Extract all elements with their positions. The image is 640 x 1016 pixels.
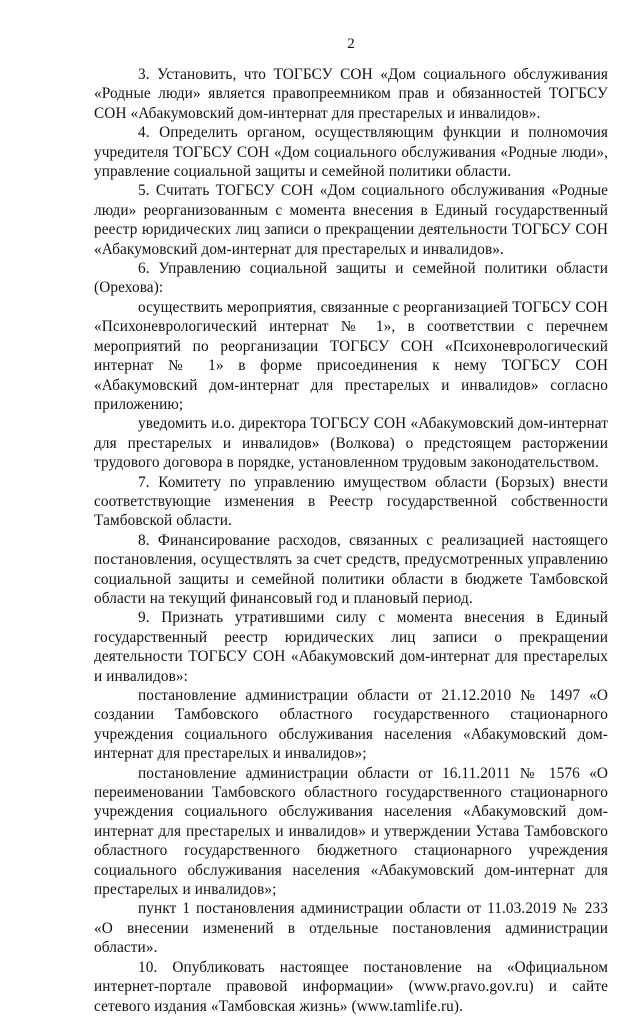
paragraph-5: 5. Считать ТОГБСУ СОН «Дом социального обслуживания «Родные люди» реорганизованным с момента внесения в Единый государственный реестр юридических лиц записи о прекращении деятельности ТОГБСУ СОН «Абакумовский дом-интернат для престарелых и инвалидов».	[94, 182, 608, 258]
paragraph-6-item-2: уведомить и.о. директора ТОГБСУ СОН «Абакумовский дом-интернат для престарелых и инвалидов» (Волкова) о предстоящем расторжении трудового договора в порядке, установленном трудовым законодательством.	[94, 415, 608, 472]
paragraph-9-item-2: постановление администрации области от 16.11.2011 № 1576 «О переименовании Тамбовского областного государственного стационарного учреждения социального обслуживания населения «Абакумовский дом-интернат для престарелых и инвалидов» и утверждении Устава Тамбовского областного государственного бюджетного стационарного учреждения социального обслуживания населения «Абакумовский дом-интернат для престарелых и инвалидов»;	[94, 764, 608, 899]
paragraph-10: 10. Опубликовать настоящее постановление на «Официальном интернет-портале правовой информации» (www.pravo.gov.ru) и сайте сетевого издания «Тамбовская жизнь» (www.tamlife.ru).	[94, 958, 608, 1015]
paragraph-9: 9. Признать утратившими силу с момента внесения в Единый государственный реестр юридических лиц записи о прекращении деятельности ТОГБСУ СОН «Абакумовский дом-интернат для престарелых и инвалидов»:	[94, 609, 608, 685]
paragraph-7: 7. Комитету по управлению имуществом области (Борзых) внести соответствующие изменения в Реестр государственной собственности Тамбовской области.	[94, 473, 608, 530]
paragraph-3: 3. Установить, что ТОГБСУ СОН «Дом социального обслуживания «Родные люди» является правопреемником прав и обязанностей ТОГБСУ СОН «Абакумовский дом-интернат для престарелых и инвалидов».	[94, 66, 608, 122]
paragraph-6: 6. Управлению социальной защиты и семейной политики области (Орехова):	[94, 260, 608, 297]
paragraph-6-item-1: осуществить мероприятия, связанные с реорганизацией ТОГБСУ СОН «Психоневрологический интернат № 1», в соответствии с перечнем мероприятий по реорганизации ТОГБСУ СОН «Психоневрологический интернат № 1» в форме присоединения к нему ТОГБСУ СОН «Абакумовский дом-интернат для престарелых и инвалидов» согласно приложению;	[94, 298, 608, 413]
paragraph-9-item-1: постановление администрации области от 21.12.2010 № 1497 «О создании Тамбовского областного государственного стационарного учреждения социального обслуживания населения «Абакумовский дом-интернат для престарелых и инвалидов»;	[94, 687, 608, 763]
paragraph-4: 4. Определить органом, осуществляющим функции и полномочия учредителя ТОГБСУ СОН «Дом социального обслуживания «Родные люди», управление социальной защиты и семейной политики области.	[94, 124, 608, 181]
page-number: 2	[347, 36, 355, 52]
paragraph-8: 8. Финансирование расходов, связанных с реализацией настоящего постановления, осуществлять за счет средств, предусмотренных управлению социальной защиты и семейной политики области в бюджете Тамбовской области на текущий финансовый год и плановый период.	[94, 531, 608, 607]
paragraph-9-item-3: пункт 1 постановления администрации области от 11.03.2019 № 233 «О внесении изменений в отдельные постановления администрации области».	[94, 900, 608, 957]
